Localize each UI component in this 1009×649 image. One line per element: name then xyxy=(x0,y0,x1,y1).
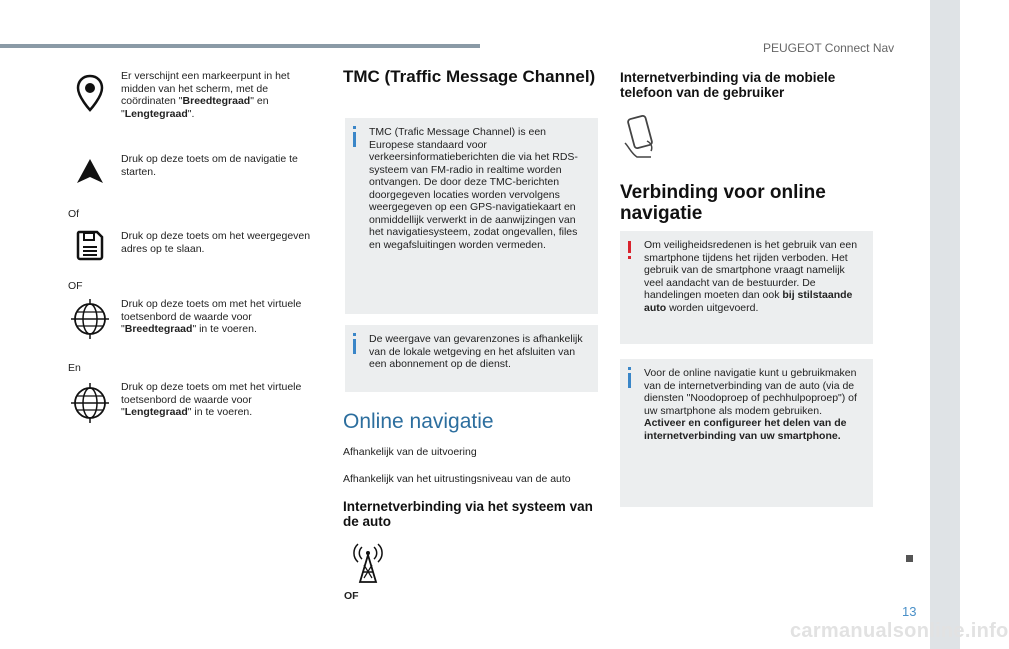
save-floppy-icon xyxy=(76,230,104,265)
navigation-arrow-icon xyxy=(76,158,104,189)
info-icon xyxy=(628,367,631,370)
system-connection-title: Internetverbinding via het systeem van de auto xyxy=(343,499,593,529)
smartphone-hand-icon xyxy=(621,113,661,166)
conjunction-en: En xyxy=(68,362,81,374)
tmc-title: TMC (Traffic Message Channel) xyxy=(343,67,596,86)
info-icon xyxy=(353,126,356,129)
zone-info-note: De weergave van gevarenzones is afhankelijk van de lokale wetgeving en het afsluiten van een abonnement op de dienst. xyxy=(345,325,598,392)
page-header-title: PEUGEOT Connect Nav xyxy=(763,41,895,55)
longitude-description: Druk op deze toets om met het virtuele toetsenbord de waarde voor "Lengtegraad" in te voeren. xyxy=(121,381,302,418)
or-label: OF xyxy=(344,590,359,602)
page-number: 13 xyxy=(902,604,917,619)
warning-note: Om veiligheidsredenen is het gebruik van een smartphone tijdens het rijden verboden. Het gebruik van de smartphone vraagt namelijk veel aandacht van de bestuurder. De handelingen moeten dan ook bij stilstaande auto worden uitgevoerd. xyxy=(620,231,873,344)
latitude-description: Druk op deze toets om met het virtuele toetsenbord de waarde voor "Breedtegraad" in te voeren. xyxy=(121,298,302,335)
online-connection-title: Verbinding voor online navigatie xyxy=(620,182,826,224)
tmc-info-note: TMC (Trafic Message Channel) is een Europese standaard voor verkeersinformatieberichten die via het RDS-systeem van FM-radio in realtime worden ontvangen. De door deze TMC-berichten doorgegeven locaties worden vervolgens weergegeven op een GPS-navigatiekaart en onmiddellijk verwerkt in de aanwijzingen van het navigatiesysteem, zodat ongevallen, files en wegafsluitingen worden vermeden. xyxy=(345,118,598,314)
map-marker-icon xyxy=(76,74,104,117)
marker-description: Er verschijnt een markeerpunt in het midden van het scherm, met de coördinaten "Breedtegraad" en "Lengtegraad". xyxy=(121,70,290,120)
info-icon xyxy=(353,333,356,336)
page-mark-square xyxy=(906,555,913,562)
globe-icon xyxy=(71,299,109,344)
phone-connection-title: Internetverbinding via de mobiele telefoon van de gebruiker xyxy=(620,70,836,100)
info-note: Voor de online navigatie kunt u gebruikmaken van de internetverbinding van de auto (via de diensten "Noodoproep of pechhulpoproep") of uw smartphone als modem gebruiken. Activeer en configureer het delen van de internetverbinding van uw smartphone. xyxy=(620,359,873,507)
equipment-line: Afhankelijk van het uitrustingsniveau van de auto xyxy=(343,473,571,485)
antenna-icon xyxy=(351,543,385,588)
conjunction-of-upper: OF xyxy=(68,280,83,292)
online-navigation-title: Online navigatie xyxy=(343,410,494,433)
save-address-description: Druk op deze toets om het weergegeven adres op te slaan. xyxy=(121,230,311,255)
page-sidebar xyxy=(930,0,960,649)
start-navigation-description: Druk op deze toets om de navigatie te starten. xyxy=(121,153,298,178)
variant-line: Afhankelijk van de uitvoering xyxy=(343,446,477,458)
warning-icon xyxy=(628,241,631,253)
globe-icon xyxy=(71,383,109,428)
conjunction-of: Of xyxy=(68,208,80,220)
header-rule xyxy=(0,44,480,48)
footer-watermark: carmanualsonline.info xyxy=(790,620,1009,642)
